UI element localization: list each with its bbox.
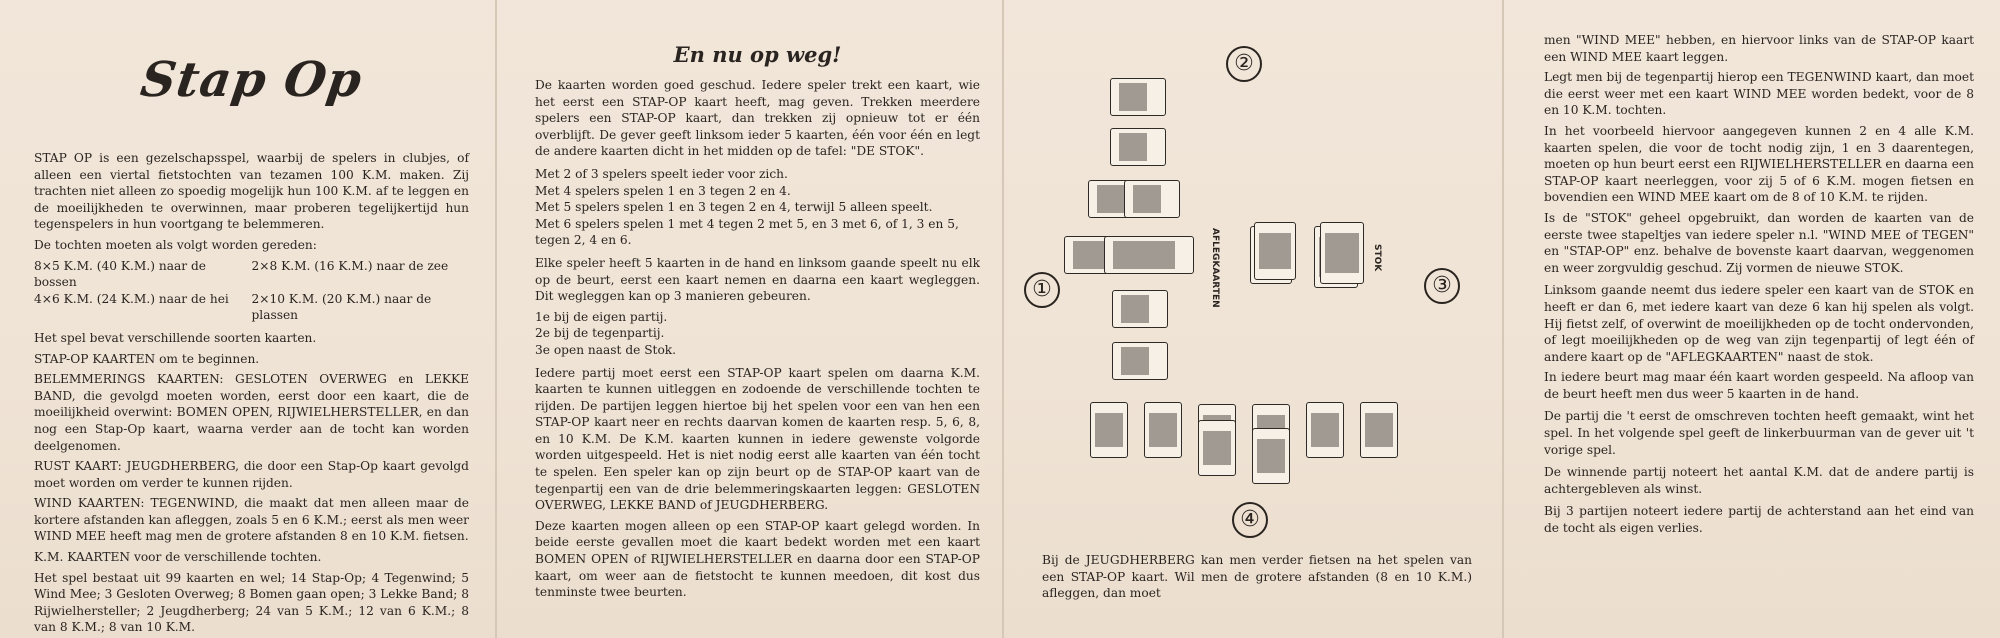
card-stap-op xyxy=(1144,402,1182,458)
tour-item: 8×5 K.M. (40 K.M.) naar de bossen xyxy=(34,258,206,290)
discard-option: 1e bij de eigen partij. xyxy=(535,309,668,324)
card-km xyxy=(1112,290,1168,328)
obstruction-paragraph: Deze kaarten mogen alleen op een STAP-OP kaart gelegd worden. In beide eerste gevallen moet die kaart bedekt worden met een kaart BOMEN OPEN of RIJWIELHERSTELLER en daarna door een STAP-OP kaart, om weer aan de fietstocht te kunnen meedoen, dit kost dus tenminste twee beurten. xyxy=(535,518,980,600)
tours-table xyxy=(34,258,469,324)
win-paragraph: De partij die 't eerst de omschreven tochten heeft gemaakt, wint het spel. In het volgende spel geeft de linkerbuurman van de gever uit 't vorige spel. xyxy=(1544,409,1974,457)
three-teams-paragraph: Bij 3 partijen noteert iedere partij de achterstand aan het eind van de tocht als eigen verlies. xyxy=(1544,504,1974,536)
player-2-marker: ② xyxy=(1226,46,1262,82)
panel-diagram xyxy=(1004,0,1502,638)
panel-play xyxy=(497,0,1002,638)
page-title: Stap Op xyxy=(137,52,366,108)
obstruction-cards: BELEMMERINGS KAARTEN: GESLOTEN OVERWEG en LEKKE BAND, die gevolgd moeten worden, eerst door een kaart, die de moeilijkheid overwint: BOMEN OPEN, RIJWIELHERSTELLER, en dan nog een Stap-Op kaart, waarna verder aan de tocht kan worden deelgenomen. xyxy=(34,372,469,453)
card-km xyxy=(1306,402,1344,458)
stap-op-paragraph: Iedere partij moet eerst een STAP-OP kaart spelen om daarna K.M. kaarten te kunnen uitleggen en zodoende de verschillende tochten te rijden. De partijen leggen hiertoe bij het spelen voor een van hen een STAP-OP kaart neer en rechts daarvan komen de kaarten resp. 5, 6, 8, en 10 K.M. De K.M. kaarten kunnen in iedere gewenste volgorde worden uitgespeeld. Het is niet nodig eerst alle kaarten van één tocht te spelen. Een speler kan op zijn beurt op de STAP-OP kaart van de tegenpartij een van de drie belemmeringskaarten leggen: GESLOTEN OVERWEG, LEKKE BAND of JEUGDHERBERG. xyxy=(535,365,980,513)
cards-intro: Het spel bevat verschillende soorten kaarten. xyxy=(34,330,317,345)
stock-pile-top[interactable] xyxy=(1320,222,1364,284)
team-rule: Met 4 spelers spelen 1 en 3 tegen 2 en 4. xyxy=(535,183,791,198)
turn-order-paragraph: Linksom gaande neemt dus iedere speler een kaart van de STOK en heeft er dan 6, met iedere kaart van deze 6 kan hij spelen als volgt. Hij fietst zelf, of overwint de moeilijkheden op de tocht ondervonden, of legt moeilijkheden op de weg van zijn tegenpartij of legt één of andere kaart op de "AFLEGKAARTEN" naast de stok. xyxy=(1544,283,1974,364)
player-3-marker: ③ xyxy=(1424,268,1460,304)
discard-list xyxy=(535,309,980,359)
card-count: Het spel bestaat uit 99 kaarten en wel; 14 Stap-Op; 4 Tegenwind; 5 Wind Mee; 3 Gesloten Overweg; 8 Bomen gaan open; 3 Lekke Band; 8 Rijwielhersteller; 2 Jeugdherberg; 24 van 5 K.M.; 12 van 6 K.M.; 8 van 8 K.M.; 8 van 10 K.M. xyxy=(34,570,469,635)
card-km xyxy=(1252,428,1290,484)
player-4-marker: ④ xyxy=(1232,502,1268,538)
wind-cards: WIND KAARTEN: TEGENWIND, die maakt dat men alleen maar de kortere afstanden kan afleggen, zoals 5 en 6 K.M.; eerst als men weer WIND MEE heeft mag men de grotere afstanden 8 en 10 K.M. fietsen. xyxy=(34,496,469,544)
team-rule: Met 2 of 3 spelers speelt ieder voor zich. xyxy=(535,166,788,181)
intro-paragraph: STAP OP is een gezelschapsspel, waarbij de spelers in clubjes, of alleen een viertal fietstochten van tezamen 100 K.M. maken. Zij trachten niet alleen zo spoedig mogelijk hun 100 K.M. af te leggen en de moeilijkheden te overwinnen, maar proberen tegelijkertijd hun tegenspelers in hun voortgang te belemmeren. xyxy=(34,151,469,232)
stok-label: STOK xyxy=(1372,244,1382,272)
wind-mee-paragraph: men "WIND MEE" hebben, en hiervoor links van de STAP-OP kaart een WIND MEE kaart leggen. xyxy=(1544,33,1974,64)
card-km xyxy=(1360,402,1398,458)
stock-empty-paragraph: Is de "STOK" geheel opgebruikt, dan worden de kaarten van de eerste twee stapeltjes van iedere speler n.l. "WIND MEE of TEGEN" en "STAP-OP" enz. behalve de bovenste kaart daarvan, weggenomen en weer zorgvuldig geschud. Zij vormen de nieuwe STOK. xyxy=(1544,210,1974,275)
stap-op-cards: STAP-OP KAARTEN om te beginnen. xyxy=(34,351,260,366)
tour-item: 2×8 K.M. (16 K.M.) naar de zee xyxy=(251,258,449,273)
one-card-paragraph: In iedere beurt mag maar één kaart worden gespeeld. Na afloop van de beurt heeft men dus weer 5 kaarten in de hand. xyxy=(1544,370,1974,401)
discard-option: 2e bij de tegenpartij. xyxy=(535,326,665,341)
tours-intro: De tochten moeten als volgt worden gereden: xyxy=(34,237,317,252)
turn-paragraph: Elke speler heeft 5 kaarten in de hand en linksom gaande speelt nu elk op de beurt, eerst een kaart nemen en daarna een kaart wegleggen. Dit wegleggen kan op 3 manieren gebeuren. xyxy=(535,255,980,304)
aflegkaarten-label: AFLEGKAARTEN xyxy=(1210,228,1220,308)
panel-intro xyxy=(0,0,495,638)
card-wind-mee xyxy=(1110,78,1166,116)
card-stap-op xyxy=(1110,128,1166,166)
card-wind-mee xyxy=(1090,402,1128,458)
diagram-footnote: Bij de JEUGDHERBERG kan men verder fietsen na het spelen van een STAP-OP kaart. Wil men de grotere afstanden (8 en 10 K.M.) afleggen, dan moet xyxy=(1042,553,1472,601)
rest-card: RUST KAART: JEUGDHERBERG, die door een Stap-Op kaart gevolgd moet worden om verder te kunnen rijden. xyxy=(34,459,469,490)
team-rule: Met 6 spelers spelen 1 met 4 tegen 2 met 5, en 3 met 6, of 1, 3 en 5, tegen 2, 4 en 6. xyxy=(535,216,959,248)
card-km xyxy=(1112,342,1168,380)
km-cards: K.M. KAARTEN voor de verschillende tochten. xyxy=(34,550,322,565)
discard-option: 3e open naast de Stok. xyxy=(535,342,677,357)
example-paragraph: In het voorbeeld hiervoor aangegeven kunnen 2 en 4 alle K.M. kaarten spelen, die voor de tocht nodig zijn, 1 en 3 daarentegen, moeten op hun beurt eerst een RIJWIELHERSTELLER en daarna een STAP-OP kaart neerleggen, voor zij 5 of 6 K.M. mogen fietsen en bovendien een WIND MEE kaart om de 8 of 10 K.M. te rijden. xyxy=(1544,123,1974,205)
discard-pile-top xyxy=(1254,222,1296,280)
team-list xyxy=(535,166,980,249)
tegenwind-paragraph: Legt men bij de tegenpartij hierop een TEGENWIND kaart, dan moet die eerst weer met een kaart WIND MEE worden bedekt, voor de 8 en 10 K.M. tochten. xyxy=(1544,70,1974,118)
score-paragraph: De winnende partij noteert het aantal K.M. dat de andere partij is achtergebleven als winst. xyxy=(1544,465,1974,496)
panel-continued xyxy=(1504,0,2000,638)
player-1-marker: ① xyxy=(1024,272,1060,308)
card-km xyxy=(1104,236,1194,274)
card-km xyxy=(1198,420,1236,476)
tour-item: 4×6 K.M. (24 K.M.) naar de hei xyxy=(34,291,229,306)
tour-item: 2×10 K.M. (20 K.M.) naar de plassen xyxy=(251,291,432,323)
team-rule: Met 5 spelers spelen 1 en 3 tegen 2 en 4, terwijl 5 alleen speelt. xyxy=(535,200,933,215)
card-km xyxy=(1124,180,1180,218)
section-title: En nu op weg! xyxy=(673,42,842,67)
shuffle-paragraph: De kaarten worden goed geschud. Iedere speler trekt een kaart, wie het eerst een STAP-OP kaart heeft, mag geven. Trekken meerdere spelers een STAP-OP kaart, dan trekken zij opnieuw tot er één overblijft. De gever geeft linksom ieder 5 kaarten, één voor één en legt de andere kaarten dicht in het midden op de tafel: "DE STOK". xyxy=(535,78,980,159)
